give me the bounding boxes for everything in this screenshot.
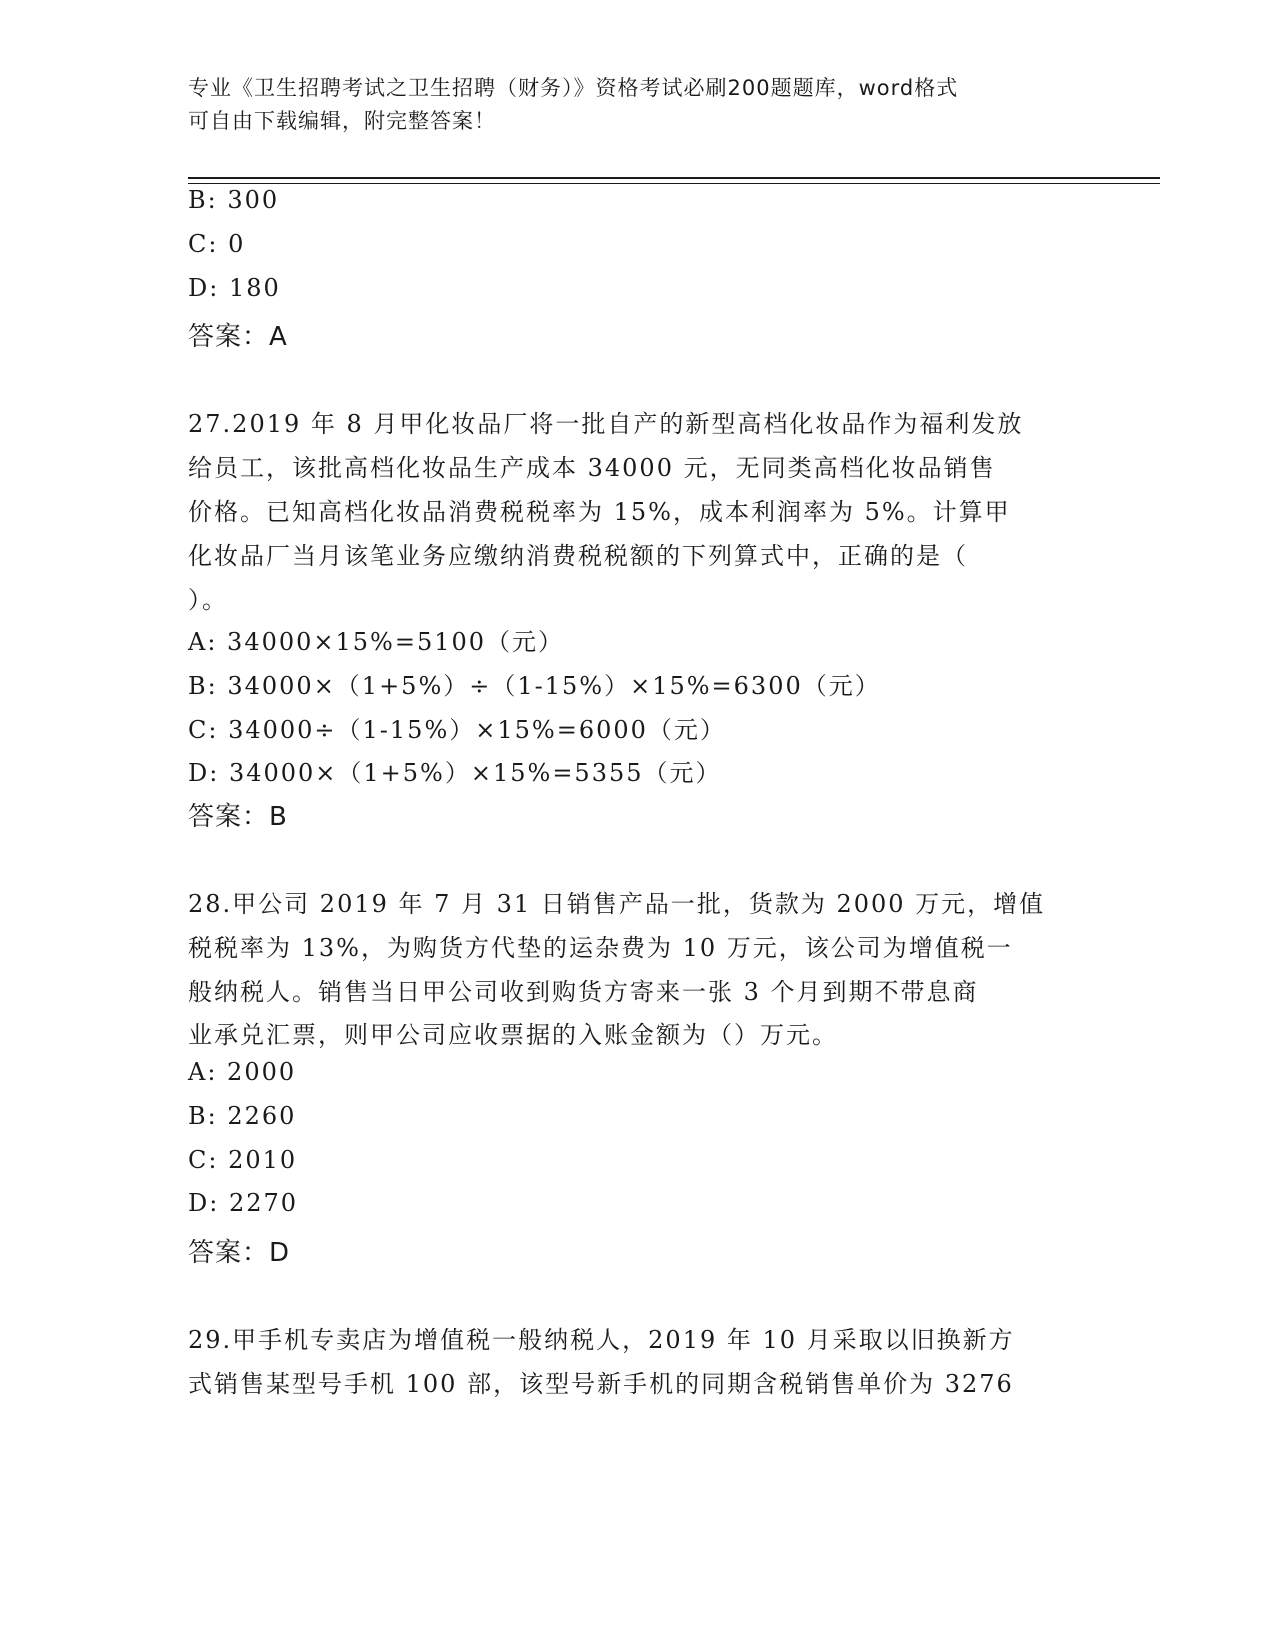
q26-option-c: C: 0 bbox=[188, 230, 246, 258]
q26-option-d: D: 180 bbox=[188, 274, 281, 302]
q27-option-d: D: 34000×（1+5%）×15%=5355（元） bbox=[188, 759, 722, 787]
q28-stem-line-2: 税税率为 13%，为购货方代垫的运杂费为 10 万元，该公司为增值税一 bbox=[188, 934, 1013, 962]
q27-stem-line-3: 价格。已知高档化妆品消费税税率为 15%，成本利润率为 5%。计算甲 bbox=[188, 498, 1011, 526]
q27-answer: 答案：B bbox=[188, 802, 288, 832]
q28-option-b: B: 2260 bbox=[188, 1102, 297, 1130]
document-header bbox=[188, 72, 1078, 138]
header-divider-thin bbox=[188, 183, 1160, 184]
q27-option-b: B: 34000×（1+5%）÷（1-15%）×15%=6300（元） bbox=[188, 672, 881, 700]
q29-stem-line-2: 式销售某型号手机 100 部，该型号新手机的同期含税销售单价为 3276 bbox=[188, 1370, 1014, 1398]
q26-answer: 答案：A bbox=[188, 322, 288, 352]
q28-option-d: D: 2270 bbox=[188, 1189, 299, 1217]
q27-stem-line-2: 给员工，该批高档化妆品生产成本 34000 元，无同类高档化妆品销售 bbox=[188, 454, 996, 482]
q28-stem-line-1: 28.甲公司 2019 年 7 月 31 日销售产品一批，货款为 2000 万元，增值 bbox=[188, 890, 1046, 918]
header-divider-thick bbox=[188, 177, 1160, 179]
header-title-line-1: 专业《卫生招聘考试之卫生招聘（财务）》资格考试必刷200题题库，word格式 bbox=[188, 76, 959, 100]
q27-stem-line-5: ）。 bbox=[188, 586, 228, 614]
q28-option-c: C: 2010 bbox=[188, 1146, 298, 1174]
q28-option-a: A: 2000 bbox=[188, 1058, 297, 1086]
q29-stem-line-1: 29.甲手机专卖店为增值税一般纳税人，2019 年 10 月采取以旧换新方 bbox=[188, 1326, 1015, 1354]
q28-stem-line-3: 般纳税人。销售当日甲公司收到购货方寄来一张 3 个月到期不带息商 bbox=[188, 978, 979, 1006]
q26-option-b: B: 300 bbox=[188, 186, 280, 214]
q28-answer: 答案：D bbox=[188, 1238, 291, 1268]
q27-stem-line-4: 化妆品厂当月该笔业务应缴纳消费税税额的下列算式中，正确的是（ bbox=[188, 542, 968, 570]
q27-stem-line-1: 27.2019 年 8 月甲化妆品厂将一批自产的新型高档化妆品作为福利发放 bbox=[188, 410, 1024, 438]
header-title-line-2: 可自由下载编辑，附完整答案！ bbox=[188, 109, 496, 133]
q28-stem-line-4: 业承兑汇票，则甲公司应收票据的入账金额为（）万元。 bbox=[188, 1021, 838, 1049]
q27-option-a: A: 34000×15%=5100（元） bbox=[188, 628, 565, 656]
q27-option-c: C: 34000÷（1-15%）×15%=6000（元） bbox=[188, 716, 726, 744]
